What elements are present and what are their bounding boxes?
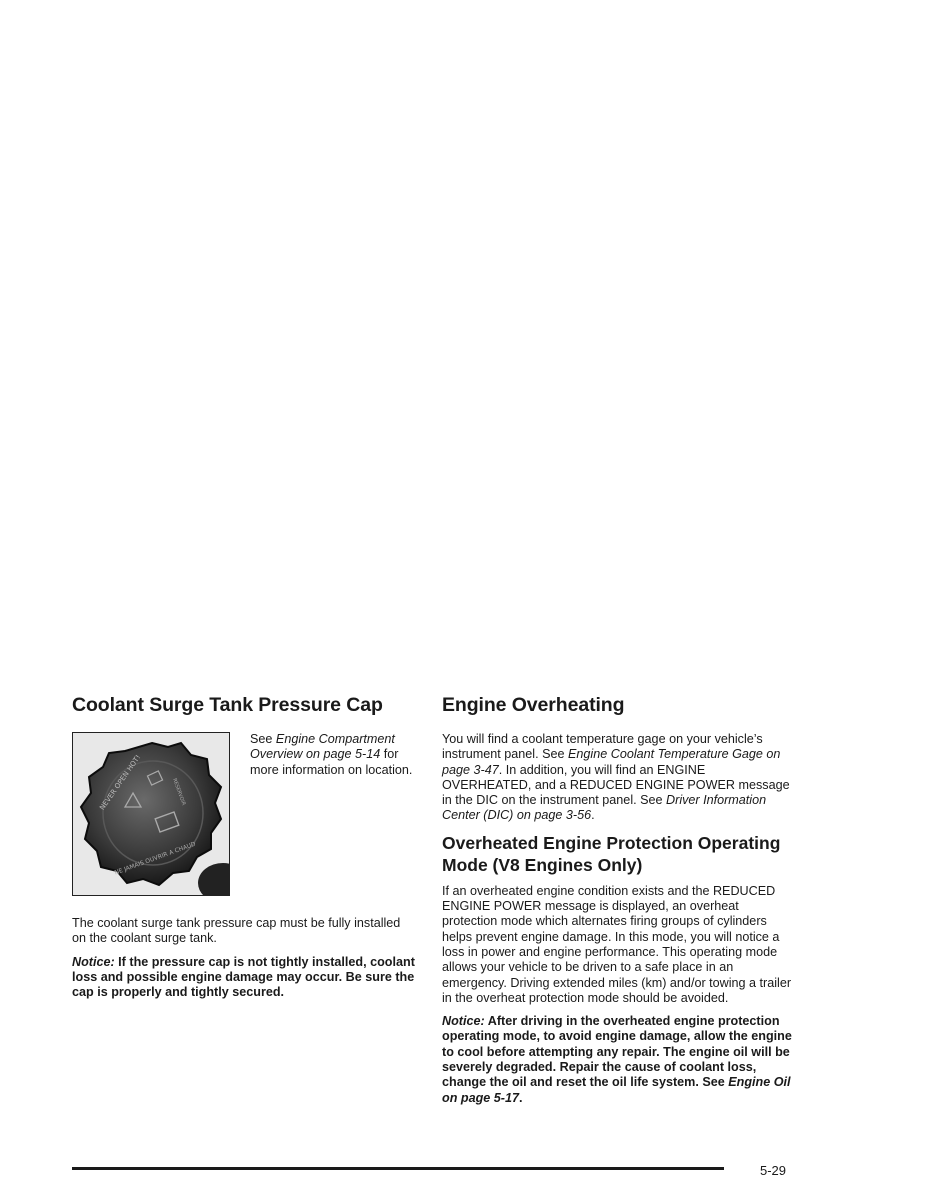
notice-text: If the pressure cap is not tightly installed, coolant loss and possible engine damage may occur. Be sure the cap is properly and tightly secured. xyxy=(72,954,415,1000)
caption-text-end: for more information on location. xyxy=(250,747,413,777)
svg-text:RESERVOIR: RESERVOIR xyxy=(171,777,187,807)
caption-text: See xyxy=(250,732,276,746)
engine-overheating-paragraph xyxy=(442,732,792,824)
notice-end: . xyxy=(518,1090,523,1105)
paragraph-text: . xyxy=(591,808,595,823)
notice-text: After driving in the overheated engine protection operating mode, to avoid engine damage, allow the engine to cool before attempting any repair. The engine oil will be severely degraded. Repair the cause of coolant loss, change the oil and reset the oil life system. See xyxy=(442,1014,792,1090)
paragraph-text: . In addition, you will find an ENGINE OVERHEATED, and a REDUCED ENGINE POWER message in the DIC on the instrument panel. See xyxy=(442,762,790,808)
pressure-cap-icon xyxy=(73,733,230,896)
coolant-gage-reference[interactable]: Engine Coolant Temperature Gage on page 3-47 xyxy=(442,747,781,777)
notice-label: Notice: xyxy=(72,954,115,969)
pressure-cap-paragraph: The coolant surge tank pressure cap must be fully installed on the coolant surge tank. xyxy=(72,916,401,946)
footer-rule xyxy=(72,1167,724,1170)
section-heading-pressure-cap: Coolant Surge Tank Pressure Cap xyxy=(72,694,383,716)
svg-text:NEVER OPEN HOT!: NEVER OPEN HOT! xyxy=(98,753,143,812)
left-column xyxy=(72,692,417,1008)
caption-reference[interactable]: Engine Compartment Overview on page 5-14 xyxy=(250,732,395,762)
page-number: 5-29 xyxy=(760,1163,787,1178)
notice-label: Notice: xyxy=(442,1014,485,1029)
protection-mode-paragraph: If an overheated engine condition exists and the REDUCED ENGINE POWER message is displayed, an overheat protection mode which alternates firing groups of cylinders helps prevent engine damage. In this mode, you will notice a loss in power and engine performance. This operating mode allows your vehicle to be driven to a safe place in an emergency. Driving extended miles (km) and/or towing a trailer in the overheat protection mode should be avoided. xyxy=(442,883,792,1005)
right-column xyxy=(442,692,792,1114)
paragraph-text: You will find a coolant temperature gage on your vehicle’s instrument panel. See xyxy=(442,732,763,762)
dic-reference[interactable]: Driver Information Center (DIC) on page 3-56 xyxy=(442,793,767,823)
svg-text:NE JAMAIS OUVRIR A CHAUD: NE JAMAIS OUVRIR A CHAUD xyxy=(113,840,197,877)
photo-caption xyxy=(250,732,420,786)
section-heading-engine-overheating: Engine Overheating xyxy=(442,694,625,716)
pressure-cap-notice xyxy=(72,955,417,1001)
photo-row xyxy=(72,732,417,898)
engine-oil-reference[interactable]: Engine Oil on page 5-17 xyxy=(442,1075,791,1105)
overheating-notice xyxy=(442,1014,792,1106)
pressure-cap-photo xyxy=(72,732,230,896)
subheading-protection-mode: Overheated Engine Protection Operating Mode (V8 Engines Only) xyxy=(442,832,781,875)
